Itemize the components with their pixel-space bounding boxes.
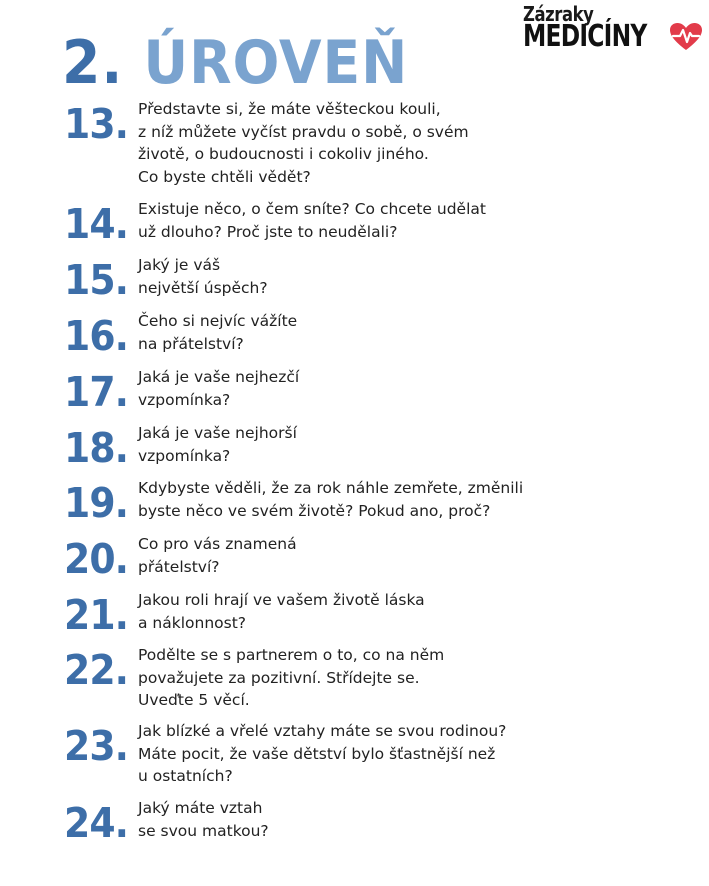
- question-text: Představte si, že máte věšteckou kouli, z níž můžete vyčíst pravdu o sobě, o svém životě, o budoucnosti i cokoliv jiného. Co byste chtěli vědět?: [138, 100, 469, 186]
- question-text: Jaká je vaše nejhezčí vzpomínka?: [138, 368, 300, 409]
- question-text: Jakou roli hrají ve vašem životě láska a náklonnost?: [138, 591, 425, 632]
- question-number: 20.: [64, 535, 129, 583]
- question-text: Jaký je váš největší úspěch?: [138, 256, 268, 297]
- question-number: 16.: [64, 312, 129, 360]
- level-number: 2.: [62, 28, 124, 98]
- question-number: 18.: [64, 424, 129, 472]
- question-text: Kdybyste věděli, že za rok náhle zemřete, změnili byste něco ve svém životě? Pokud ano, proč?: [138, 479, 524, 520]
- page-title: [62, 30, 408, 96]
- question-text: Co pro vás znamená přátelství?: [138, 535, 297, 576]
- question-number: 15.: [64, 256, 129, 304]
- question-text: Jak blízké a vřelé vztahy máte se svou rodinou? Máte pocit, že vaše dětství bylo šťastnější než u ostatních?: [138, 722, 507, 785]
- question-text: Existuje něco, o čem sníte? Co chcete udělat už dlouho? Proč jste to neudělali?: [138, 200, 486, 241]
- question-text: Jaký máte vztah se svou matkou?: [138, 799, 269, 840]
- heart-pulse-icon: [669, 22, 703, 52]
- question-number: 23.: [64, 722, 129, 770]
- brand-logo: [523, 4, 703, 54]
- question-number: 17.: [64, 368, 129, 416]
- brand-logo-line2: MEDICÍNY: [523, 19, 647, 54]
- question-text: Jaká je vaše nejhorší vzpomínka?: [138, 424, 297, 465]
- question-number: 19.: [64, 479, 129, 527]
- question-number: 14.: [64, 200, 129, 248]
- question-text: Podělte se s partnerem o to, co na něm považujete za pozitivní. Střídejte se. Uveďte 5 věcí.: [138, 646, 445, 709]
- brand-logo-line1: Zázraky: [523, 2, 594, 26]
- question-number: 13.: [64, 100, 129, 148]
- question-text: Čeho si nejvíc vážíte na přátelství?: [138, 312, 298, 353]
- level-title: ÚROVEŇ: [143, 28, 409, 98]
- question-number: 22.: [64, 646, 129, 694]
- question-number: 24.: [64, 799, 129, 847]
- question-number: 21.: [64, 591, 129, 639]
